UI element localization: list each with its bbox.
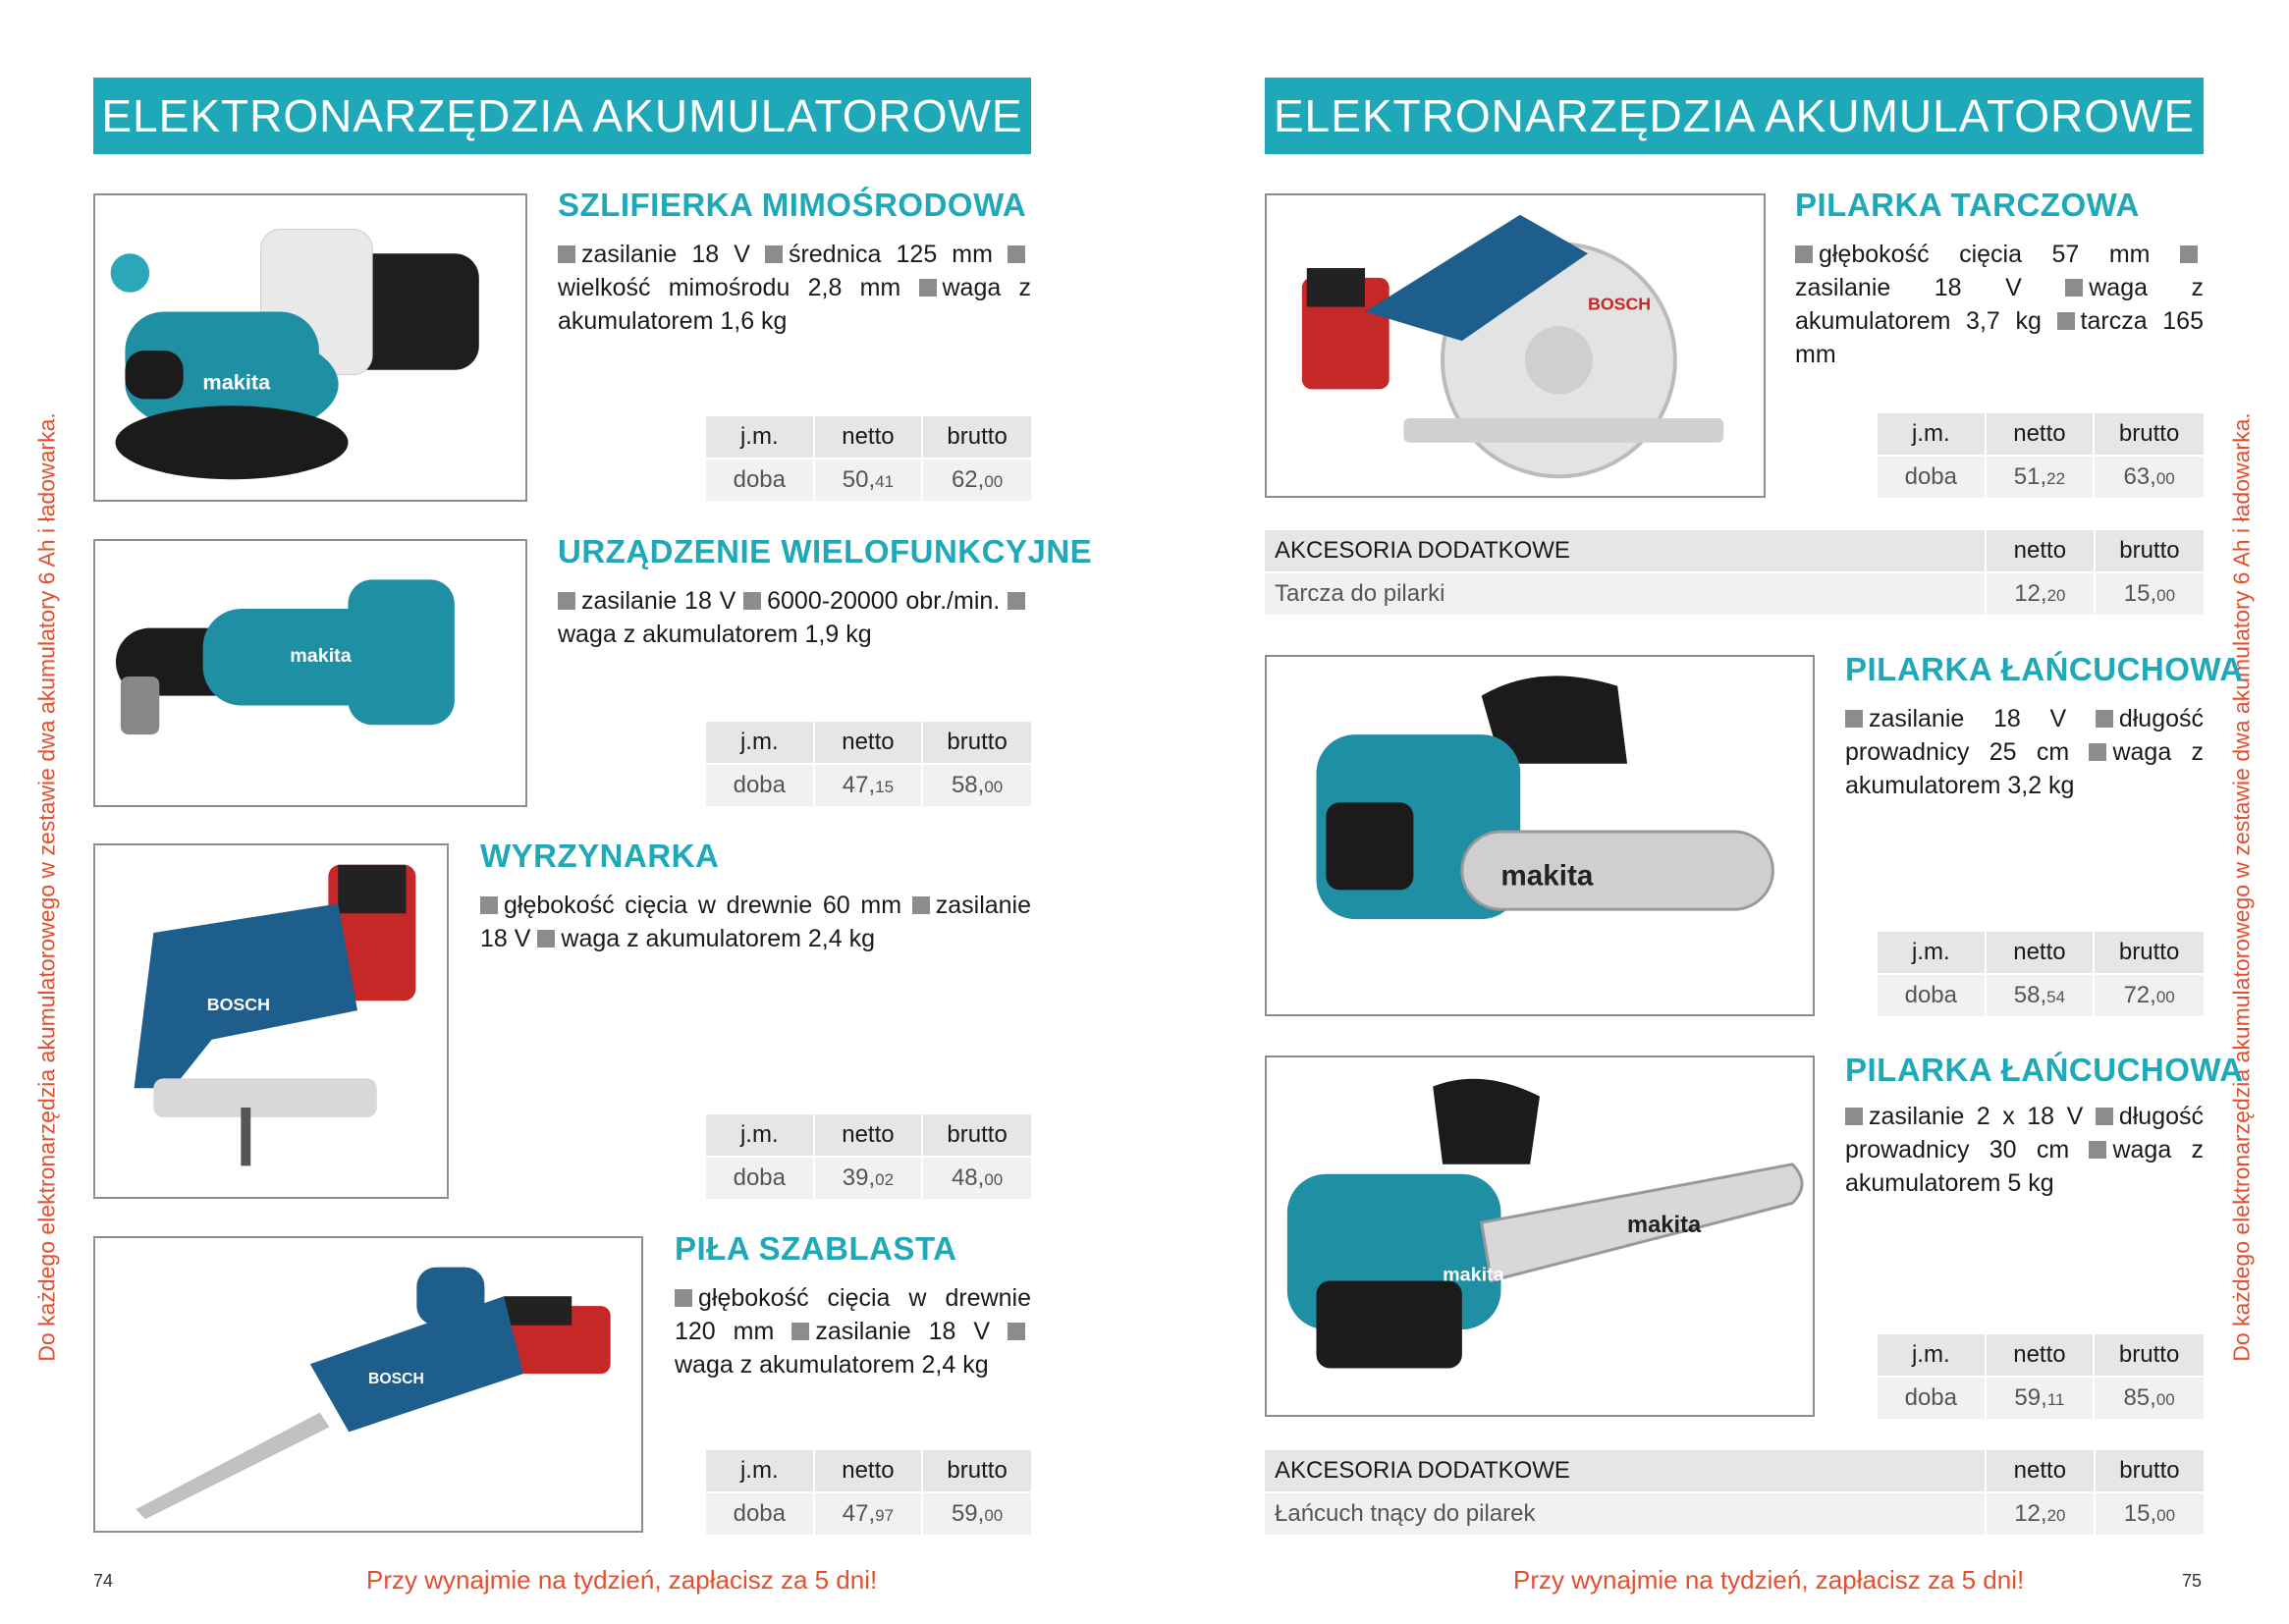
price-table-circular-saw: j.m. netto brutto doba 51,22 63,00 [1878, 413, 2204, 498]
product-desc-chainsaw-1: zasilanie 18 V długość prowadnicy 25 cm waga z akumulatorem 3,2 kg [1845, 705, 2205, 799]
svg-text:BOSCH: BOSCH [368, 1371, 424, 1388]
price-table-orbital-sander: j.m. netto brutto doba 50,41 62,00 [706, 416, 1031, 501]
svg-text:makita: makita [1500, 859, 1594, 893]
product-desc-multitool: zasilanie 18 V 6000-20000 obr./min. waga z akumulatorem 1,9 kg [558, 584, 1031, 651]
product-title-chainsaw-1: PILARKA ŁAŃCUCHOWA [1845, 651, 2244, 687]
product-desc-reciprocating-saw: głębokość cięcia w drewnie 120 mm zasilanie 18 V waga z akumulatorem 2,4 kg [675, 1284, 1031, 1379]
product-desc-circular-saw: głębokość cięcia 57 mm zasilanie 18 V waga z akumulatorem 3,7 kg tarcza 165 mm [1795, 241, 2205, 368]
bullet-square-icon [2089, 743, 2106, 761]
svg-text:makita: makita [290, 645, 352, 668]
bullet-square-icon [2180, 245, 2198, 263]
product-title-circular-saw: PILARKA TARCZOWA [1795, 187, 2140, 223]
bullet-square-icon [919, 279, 937, 297]
bullet-square-icon [1008, 1323, 1025, 1340]
bullet-square-icon [912, 896, 930, 914]
product-desc-chainsaw-2: zasilanie 2 x 18 V długość prowadnicy 30 cm waga z akumulatorem 5 kg [1845, 1103, 2205, 1197]
product-title-jigsaw: WYRZYNARKA [480, 838, 720, 874]
bullet-square-icon [675, 1289, 692, 1307]
product-image-reciprocating-saw [93, 1236, 643, 1533]
bullet-square-icon [2057, 312, 2075, 330]
svg-text:BOSCH: BOSCH [206, 995, 271, 1015]
bullet-square-icon [1845, 1108, 1863, 1125]
product-desc-orbital-sander: zasilanie 18 V średnica 125 mm wielkość mimośrodu 2,8 mm waga z akumulatorem 1,6 kg [558, 241, 1032, 335]
price-table-reciprocating-saw: j.m. netto brutto doba 47,97 59,00 [706, 1450, 1031, 1535]
product-image-jigsaw [93, 843, 449, 1199]
page-header-left [93, 78, 1031, 154]
bullet-square-icon [2096, 1108, 2113, 1125]
page-header-right [1265, 78, 2204, 154]
page-number-right: 75 [2182, 1571, 2203, 1591]
price-table-chainsaw-2: j.m. netto brutto doba 59,11 85,00 [1878, 1334, 2204, 1419]
product-image-chainsaw-1 [1265, 655, 1815, 1016]
product-title-orbital-sander: SZLIFIERKA MIMOŚRODOWA [558, 187, 1027, 223]
bullet-square-icon [2065, 279, 2083, 297]
product-image-orbital-sander [93, 193, 527, 502]
bullet-square-icon [791, 1323, 809, 1340]
bullet-square-icon [743, 592, 761, 610]
promo-text-left: Przy wynajmie na tydzień, zapłacisz za 5 dni! [366, 1565, 878, 1595]
header-title-right: ELEKTRONARZĘDZIA AKUMULATOROWE [1273, 90, 2196, 141]
bullet-square-icon [537, 930, 555, 947]
price-table-jigsaw: j.m. netto brutto doba 39,02 48,00 [706, 1114, 1031, 1199]
accessory-table-circular-saw: AKCESORIA DODATKOWE netto brutto Tarcza do pilarki 12,20 15,00 [1265, 530, 2204, 615]
bullet-square-icon [2096, 710, 2113, 728]
bullet-square-icon [1845, 710, 1863, 728]
svg-text:makita: makita [1627, 1213, 1702, 1239]
bullet-square-icon [558, 245, 575, 263]
side-note-left: Do każdego elektronarzędzia akumulatorowego w zestawie dwa akumulatory 6 Ah i ładowarka. [33, 412, 60, 1362]
svg-text:BOSCH: BOSCH [1588, 294, 1652, 314]
product-image-circular-saw [1265, 193, 1766, 498]
svg-text:makita: makita [202, 369, 271, 395]
bullet-square-icon [1008, 592, 1025, 610]
bullet-square-icon [1008, 245, 1025, 263]
accessory-table-chainsaw-2: AKCESORIA DODATKOWE netto brutto Łańcuch tnący do pilarek 12,20 15,00 [1265, 1450, 2204, 1535]
product-title-reciprocating-saw: PIŁA SZABLASTA [675, 1230, 957, 1267]
promo-text-right: Przy wynajmie na tydzień, zapłacisz za 5 dni! [1513, 1565, 2025, 1595]
product-image-multitool [93, 539, 527, 807]
bullet-square-icon [2089, 1141, 2106, 1159]
svg-text:makita: makita [1443, 1264, 1504, 1286]
side-note-right: Do każdego elektronarzędzia akumulatorowego w zestawie dwa akumulatory 6 Ah i ładowarka. [2228, 412, 2255, 1362]
page-number-left: 74 [93, 1571, 114, 1591]
bullet-square-icon [558, 592, 575, 610]
bullet-square-icon [1795, 245, 1813, 263]
product-title-multitool: URZĄDZENIE WIELOFUNKCYJNE [558, 533, 1093, 569]
bullet-square-icon [765, 245, 783, 263]
product-desc-jigsaw: głębokość cięcia w drewnie 60 mm zasilanie 18 V waga z akumulatorem 2,4 kg [480, 892, 1032, 952]
price-table-chainsaw-1: j.m. netto brutto doba 58,54 72,00 [1878, 932, 2204, 1016]
price-table-multitool: j.m. netto brutto doba 47,15 58,00 [706, 722, 1031, 806]
product-image-chainsaw-2 [1265, 1056, 1815, 1417]
header-title-left: ELEKTRONARZĘDZIA AKUMULATOROWE [101, 90, 1023, 141]
bullet-square-icon [480, 896, 498, 914]
product-title-chainsaw-2: PILARKA ŁAŃCUCHOWA [1845, 1052, 2244, 1088]
